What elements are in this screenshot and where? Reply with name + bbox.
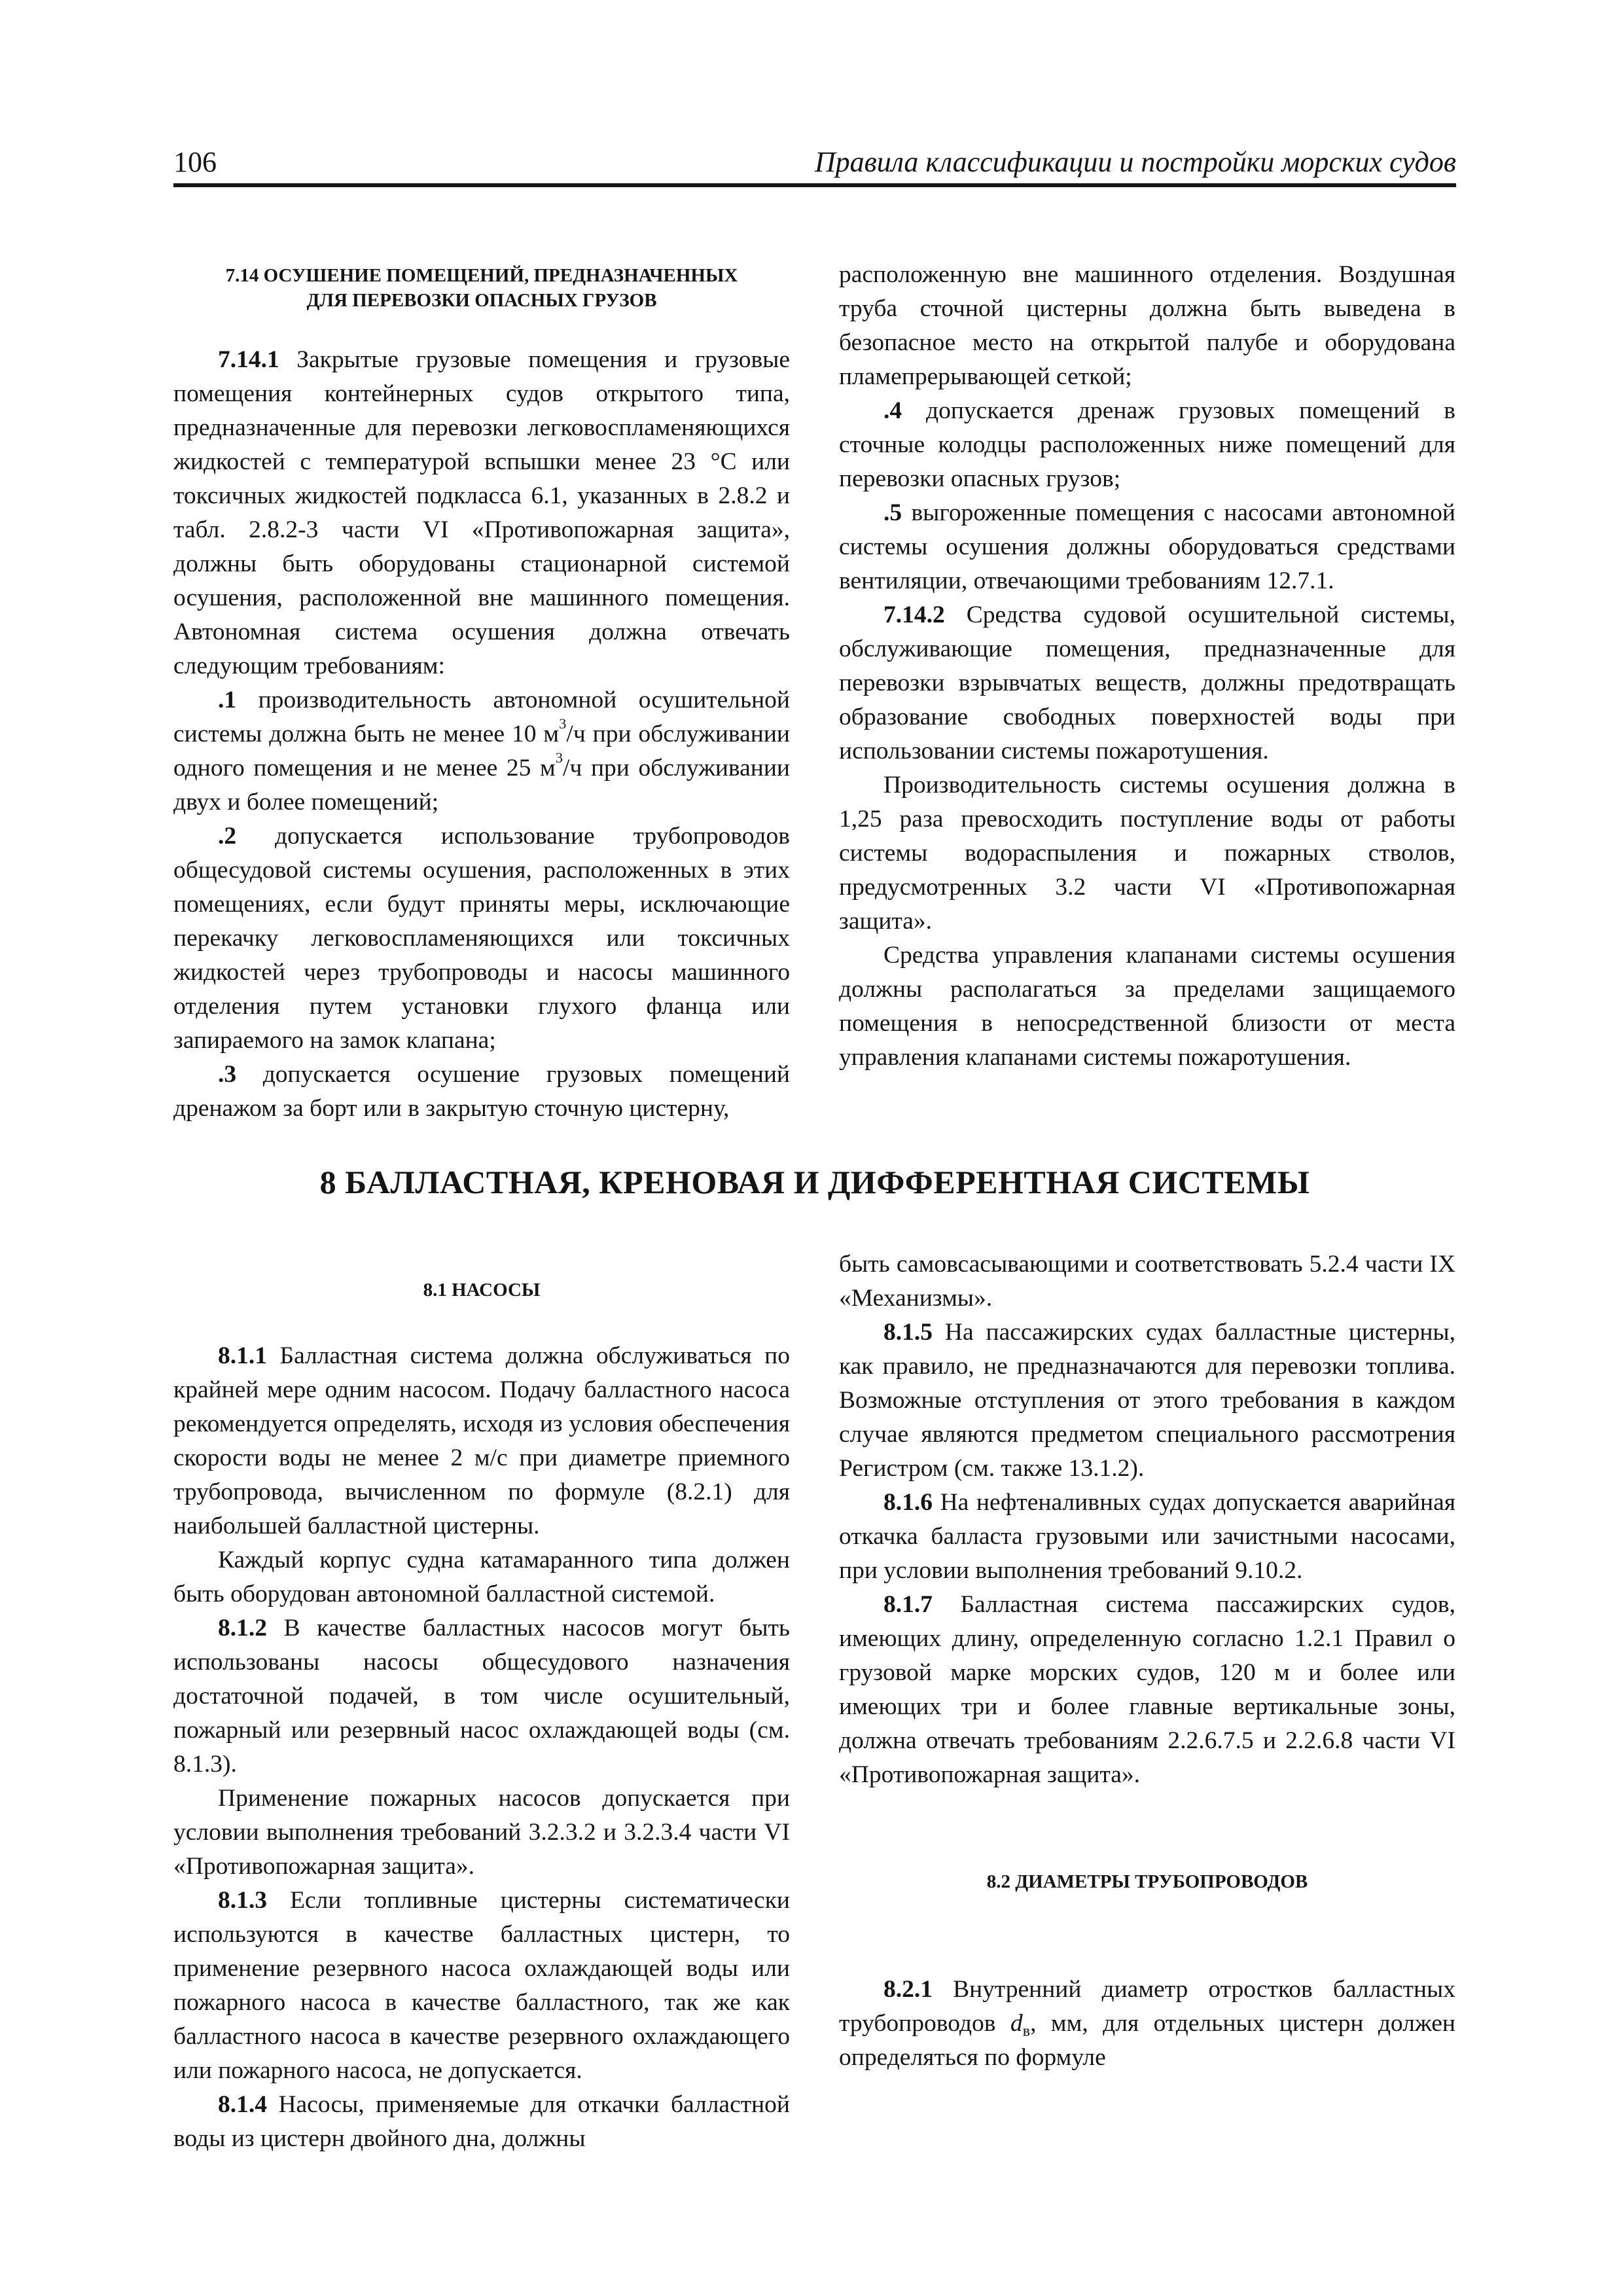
- paragraph-drainage-capacity: Производительность системы осушения должна в 1,25 раза превосходить поступление воды от работы системы водораспыления и пожарных стволов, предусмотренных 3.2 части VI «Противопожарная защита».: [839, 772, 1455, 935]
- paragraph-fire-pumps: Применение пожарных насосов допускается при условии выполнения требований 3.2.3.2 и 3.2.3.4 части VI «Противопожарная защита».: [173, 1785, 790, 1880]
- item-text: допускается использование трубопроводов общесудовой системы осушения, расположенных в этих помещениях, если будут приняты меры, исключающие перекачку легковоспламеняющихся или токсичных жидкостей через трубопроводы и насосы машинного отделения путем установки глухого фланца или запираемого на замок клапана;: [173, 823, 790, 1054]
- running-title: Правила классификации и постройки морских судов: [814, 146, 1456, 178]
- paragraph-text: Если топливные цистерны систематически используются в качестве балластных цистерн, то применение резервного насоса охлаждающей воды или пожарного насоса в качестве балластного, так же как балластного насоса в качестве резервного охлаждающего или пожарного насоса, не допускается.: [173, 1887, 790, 2084]
- item-text: выгороженные помещения с насосами автономной системы осушения должны оборудоваться средствами вентиляции, отвечающими требованиям 12.7.1.: [839, 499, 1455, 594]
- paragraph-text: На нефтеналивных судах допускается аварийная откачка балласта грузовыми или зачистными насосами, при условии выполнения требований 9.10.2.: [839, 1489, 1455, 1584]
- clause-number: 7.14.1: [218, 346, 279, 373]
- item-text: /ч при обслуживании одного помещения и не менее 25 м: [173, 721, 790, 781]
- paragraph-text: Насосы, применяемые для откачки балластной воды из цистерн двойного дна, должны: [173, 2091, 790, 2152]
- paragraph-8-1-4-continued: быть самовсасывающими и соответствовать 5.2.4 части IX «Механизмы».: [839, 1251, 1455, 1312]
- item-text: /ч при обслуживании двух и более помещений;: [173, 755, 790, 816]
- item-text: допускается осушение грузовых помещений дренажом за борт или в закрытую сточную цистерну,: [173, 1061, 790, 1122]
- clause-number: 8.1.5: [883, 1319, 933, 1346]
- clause-number: 8.1.4: [218, 2091, 267, 2118]
- section-heading-7-14: 7.14 ОСУШЕНИЕ ПОМЕЩЕНИЙ, ПРЕДНАЗНАЧЕННЫХ ДЛЯ ПЕРЕВОЗКИ ОПАСНЫХ ГРУЗОВ: [225, 265, 738, 311]
- item-number: .1: [218, 687, 237, 713]
- page-number: 106: [173, 146, 217, 178]
- paragraph-text: Закрытые грузовые помещения и грузовые помещения контейнерных судов открытого типа, предназначенные для перевозки легковоспламеняющихся жидкостей с температурой вспышки менее 23 °С или токсичных жидкостей подкласса 6.1, указанных в 2.8.2 и табл. 2.8.2-3 части VI «Противопожарная защита», должны быть оборудованы стационарной системой осушения, расположенной вне машинного помещения. Автономная система осушения должна отвечать следующим требованиям:: [173, 346, 790, 679]
- paragraph-text: Балластная система должна обслуживаться по крайней мере одним насосом. Подачу балластного насоса рекомендуется определять, исходя из условия обеспечения скорости воды не менее 2 м/с при диаметре приемного трубопровода, вычисленном по формуле (8.2.1) для наибольшей балластной цистерны.: [173, 1342, 790, 1539]
- paragraph-text: На пассажирских судах балластные цистерны, как правило, не предназначаются для перевозки топлива. Возможные отступления от этого требования в каждом случае являются предметом специального рассмотрения Регистром (см. также 13.1.2).: [839, 1319, 1455, 1482]
- item-number: .5: [883, 499, 902, 526]
- clause-number: 8.1.7: [883, 1591, 933, 1618]
- section-8-1-right-column: [839, 1247, 1455, 2075]
- paragraph-text: Балластная система пассажирских судов, имеющих длину, определенную согласно 1.2.1 Правил о грузовой марке морских судов, 120 м и более или имеющих три и более главные вертикальные зоны, должна отвечать требованиям 2.2.6.7.5 и 2.2.6.8 части VI «Противопожарная защита».: [839, 1591, 1455, 1788]
- paragraph-text: Внутренний диаметр отростков балластных трубопроводов: [839, 1976, 1455, 2037]
- list-item-5: [839, 496, 1455, 598]
- item-number: .3: [218, 1061, 237, 1088]
- paragraph-text: Средства судовой осушительной системы, обслуживающие помещения, предназначенные для перевозки взрывчатых веществ, должны предотвращать образование свободных поверхностей воды при использовании системы пожаротушения.: [839, 601, 1455, 764]
- section-heading-8-1: 8.1 НАСОСЫ: [423, 1280, 541, 1300]
- clause-number: 8.1.1: [218, 1342, 267, 1369]
- section-heading-8-2: 8.2 ДИАМЕТРЫ ТРУБОПРОВОДОВ: [986, 1871, 1308, 1892]
- formula-variable: d: [1010, 2010, 1023, 2037]
- clause-number: 8.1.3: [218, 1887, 267, 1914]
- paragraph-8-1-1: [173, 1339, 790, 1543]
- page-header: [173, 143, 1456, 187]
- section-8-1-left-column: [173, 1271, 790, 2156]
- clause-number: 8.2.1: [883, 1976, 933, 2003]
- subscript: в: [1022, 2022, 1031, 2040]
- paragraph-7-14-2: [839, 598, 1455, 768]
- list-item-2: [173, 819, 790, 1058]
- chapter-title: 8 БАЛЛАСТНАЯ, КРЕНОВАЯ И ДИФФЕРЕНТНАЯ СИСТЕМЫ: [319, 1164, 1310, 1200]
- item-text: производительность автономной осушительной системы должна быть не менее 10 м: [173, 687, 790, 747]
- paragraph-8-1-4: [173, 2088, 790, 2156]
- paragraph-8-1-2: [173, 1611, 790, 1782]
- list-item-1: [173, 683, 790, 819]
- paragraph-7-14-1: [173, 343, 790, 683]
- item-number: .4: [883, 397, 902, 424]
- paragraph-valve-control: Средства управления клапанами системы осушения должны располагаться за пределами защищаемого помещения в непосредственной близости от места управления клапанами системы пожаротушения.: [839, 942, 1455, 1071]
- superscript: 3: [559, 715, 567, 732]
- item-text: допускается дренаж грузовых помещений в сточные колодцы расположенных ниже помещений для перевозки опасных грузов;: [839, 397, 1455, 492]
- paragraph-8-1-3: [173, 1884, 790, 2088]
- paragraph-8-1-6: [839, 1486, 1455, 1588]
- clause-number: 8.1.2: [218, 1615, 267, 1641]
- paragraph-text: , мм, для отдельных цистерн должен определяться по формуле: [839, 2010, 1455, 2071]
- paragraph-8-2-1: [839, 1973, 1455, 2075]
- list-item-4: [839, 394, 1455, 496]
- paragraph-catamaran: Каждый корпус судна катамаранного типа должен быть оборудован автономной балластной системой.: [173, 1547, 790, 1607]
- paragraph-text: В качестве балластных насосов могут быть использованы насосы общесудового назначения достаточной подачей, в том числе осушительный, пожарный или резервный насос охлаждающей воды (см. 8.1.3).: [173, 1615, 790, 1778]
- list-item-3: [173, 1058, 790, 1126]
- clause-number: 8.1.6: [883, 1489, 933, 1516]
- section-7-14-right-column: [839, 258, 1455, 1075]
- item-number: .2: [218, 823, 237, 850]
- paragraph-8-1-7: [839, 1588, 1455, 1792]
- superscript: 3: [555, 749, 563, 766]
- clause-number: 7.14.2: [883, 601, 945, 628]
- section-7-14-left-column: [173, 263, 790, 1126]
- paragraph-8-1-5: [839, 1316, 1455, 1486]
- list-item-3-continued: расположенную вне машинного отделения. Воздушная труба сточной цистерны должна быть выведена в безопасное место на открытой палубе и оборудована пламепрерывающей сеткой;: [839, 261, 1455, 390]
